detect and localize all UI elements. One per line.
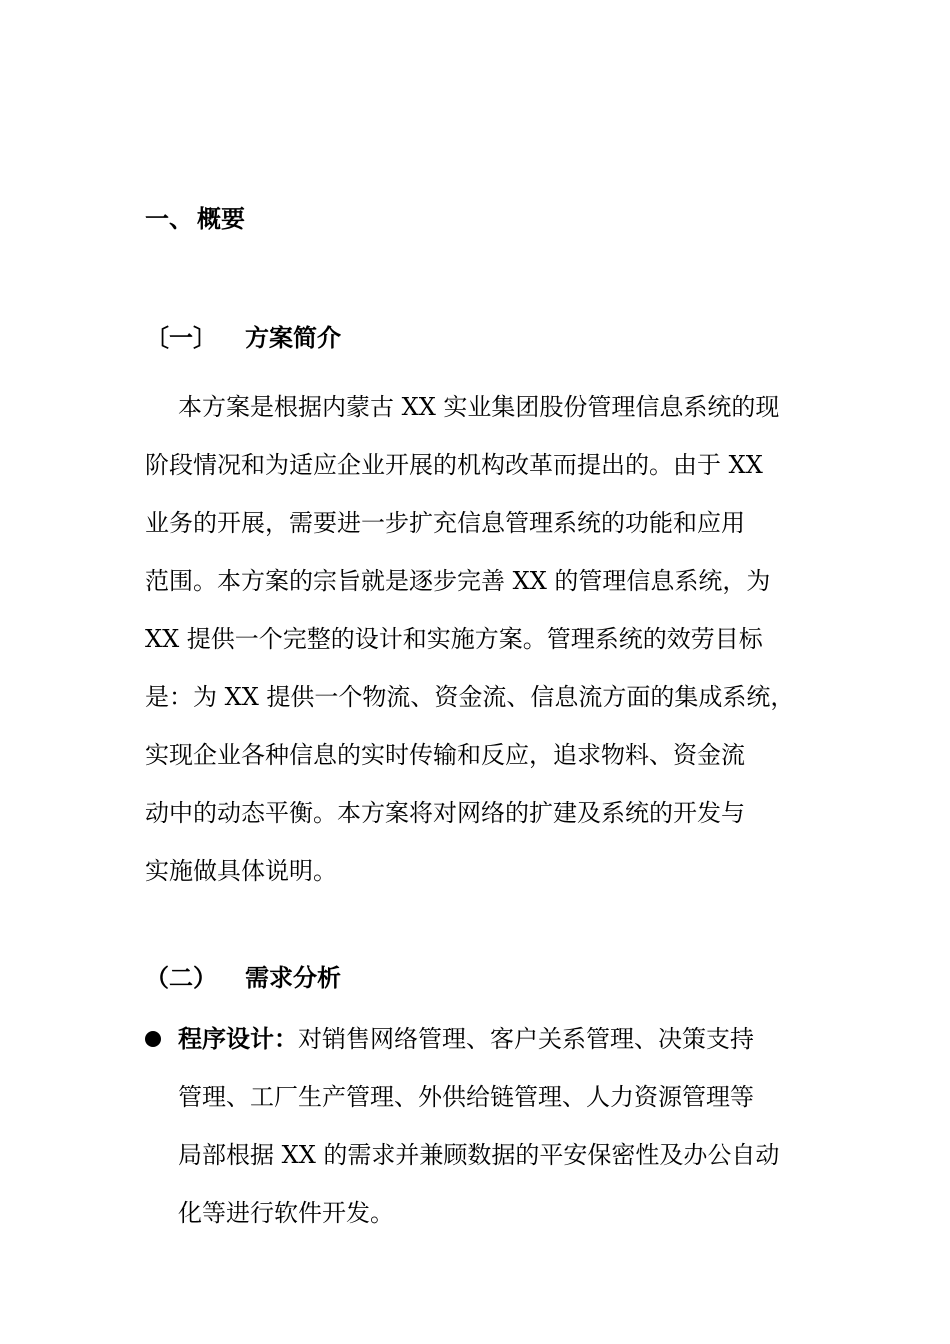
- plan-intro-paragraph: [145, 378, 825, 900]
- subsection-heading-plan-intro: [145, 323, 341, 353]
- subsection-number: 〔一〕: [145, 323, 217, 352]
- bullet-first-line: [178, 1010, 838, 1068]
- section-title: 概要: [197, 204, 245, 233]
- paragraph-line: 本方案是根据内蒙古 XX 实业集团股份管理信息系统的现: [178, 393, 780, 421]
- paragraph-line: 动中的动态平衡。本方案将对网络的扩建及系统的开发与: [145, 799, 745, 827]
- paragraph-line: 阶段情况和为适应企业开展的机构改革而提出的。由于 XX: [145, 451, 763, 479]
- section-heading-overview: [145, 204, 245, 234]
- bullet-line: 管理、工厂生产管理、外供给链管理、人力资源管理等: [178, 1083, 754, 1111]
- subsection-heading-requirements: [145, 963, 341, 993]
- paragraph-line: 实现企业各种信息的实时传输和反应，追求物料、资金流: [145, 741, 745, 769]
- paragraph-line: XX 提供一个完整的设计和实施方案。管理系统的效劳目标: [145, 625, 763, 653]
- bullet-text: [178, 1010, 838, 1242]
- paragraph-line: 实施做具体说明。: [145, 857, 337, 885]
- subsection-title: 需求分析: [245, 963, 341, 992]
- bullet-label: 程序设计：: [178, 1024, 298, 1053]
- paragraph-line: 业务的开展，需要进一步扩充信息管理系统的功能和应用: [145, 509, 745, 537]
- bullet-line: 化等进行软件开发。: [178, 1199, 394, 1227]
- subsection-title: 方案简介: [245, 323, 341, 352]
- bullet-line-text: 对销售网络管理、客户关系管理、决策支持: [298, 1025, 754, 1053]
- bullet-dot-icon: [145, 1031, 161, 1047]
- paragraph-line: 是：为 XX 提供一个物流、资金流、信息流方面的集成系统，: [145, 683, 795, 711]
- bullet-line: 局部根据 XX 的需求并兼顾数据的平安保密性及办公自动: [178, 1141, 780, 1169]
- paragraph-line: 范围。本方案的宗旨就是逐步完善 XX 的管理信息系统，为: [145, 567, 771, 595]
- subsection-number: （二）: [145, 963, 217, 992]
- section-number: 一、: [145, 204, 193, 233]
